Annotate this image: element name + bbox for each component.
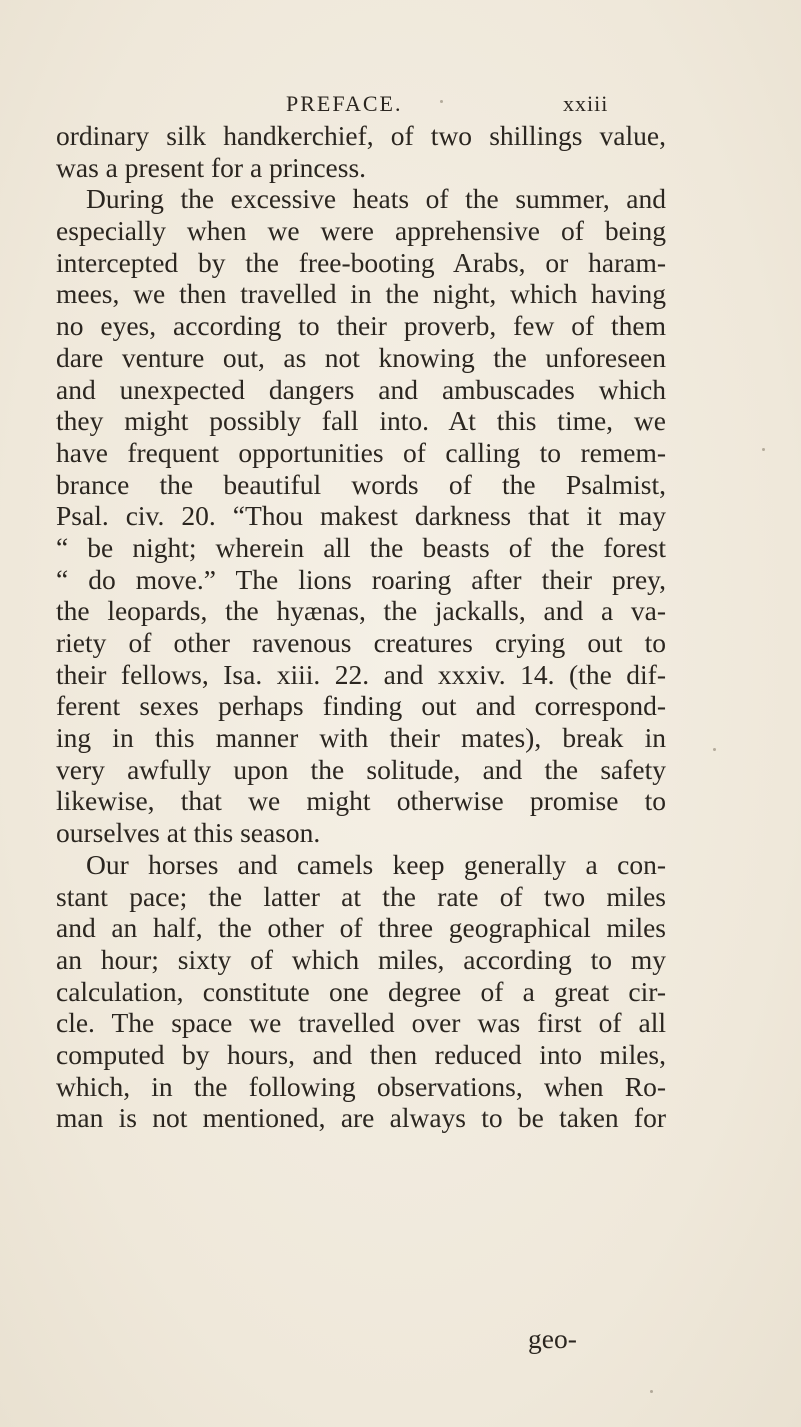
text-line: ferent sexes perhaps finding out and correspond- — [56, 690, 666, 722]
text-line: they might possibly fall into. At this time, we — [56, 405, 666, 437]
text-line: riety of other ravenous creatures crying out to — [56, 627, 666, 658]
text-line: Psal. civ. 20. “Thou makest darkness that it may — [56, 500, 666, 532]
text-line: have frequent opportunities of calling to remem- — [56, 436, 666, 468]
text-line: ourselves at this season. — [56, 817, 321, 849]
text-line: intercepted by the free-booting Arabs, or haram- — [56, 246, 666, 278]
text-line: “ be night; wherein all the beasts of the forest — [56, 531, 666, 563]
text-line: the leopards, the hyænas, the jackalls, and a va- — [56, 595, 666, 627]
text-line: Our horses and camels keep generally a con- — [86, 848, 666, 880]
text-line: and unexpected dangers and ambuscades which — [56, 373, 666, 405]
text-line: an hour; sixty of which miles, according to my — [56, 943, 666, 975]
text-line: and an half, the other of three geographical miles — [56, 912, 666, 944]
page-number: xxiii — [563, 91, 609, 116]
text-line: “ do move.” The lions roaring after their prey, — [56, 563, 666, 595]
text-line: brance the beautiful words of the Psalmist, — [56, 468, 666, 500]
paper-speck — [713, 748, 716, 751]
paper-speck — [650, 1390, 653, 1393]
paper-speck — [440, 100, 443, 103]
text-line: which, in the following observations, when Ro- — [56, 1070, 666, 1102]
text-line: calculation, constitute one degree of a great cir- — [56, 975, 666, 1007]
text-line: During the excessive heats of the summer, and — [86, 183, 666, 215]
running-head — [56, 84, 656, 124]
text-line: ordinary silk handkerchief, of two shillings value, — [56, 120, 666, 151]
text-line: dare venture out, as not knowing the unforeseen — [56, 341, 666, 373]
text-line: stant pace; the latter at the rate of two miles — [56, 880, 666, 912]
catchword: geo- — [528, 1323, 577, 1354]
running-head-title: PREFACE. — [286, 91, 403, 116]
text-line: ing in this manner with their mates), break in — [56, 722, 666, 754]
text-line: man is not mentioned, are always to be taken for — [56, 1102, 666, 1134]
text-line: likewise, that we might otherwise promise to — [56, 785, 666, 817]
text-line: especially when we were apprehensive of being — [56, 215, 666, 247]
text-line: was a present for a princess. — [56, 151, 367, 183]
text-line: no eyes, according to their proverb, few of them — [56, 310, 666, 342]
text-line: computed by hours, and then reduced into miles, — [56, 1038, 666, 1070]
text-line: mees, we then travelled in the night, which having — [56, 278, 666, 310]
text-line: cle. The space we travelled over was first of all — [56, 1007, 666, 1039]
paper-speck — [762, 448, 765, 451]
body-text — [56, 120, 666, 1134]
text-line: very awfully upon the solitude, and the safety — [56, 753, 666, 785]
text-line: their fellows, Isa. xiii. 22. and xxxiv. 14. (the dif- — [56, 658, 666, 690]
